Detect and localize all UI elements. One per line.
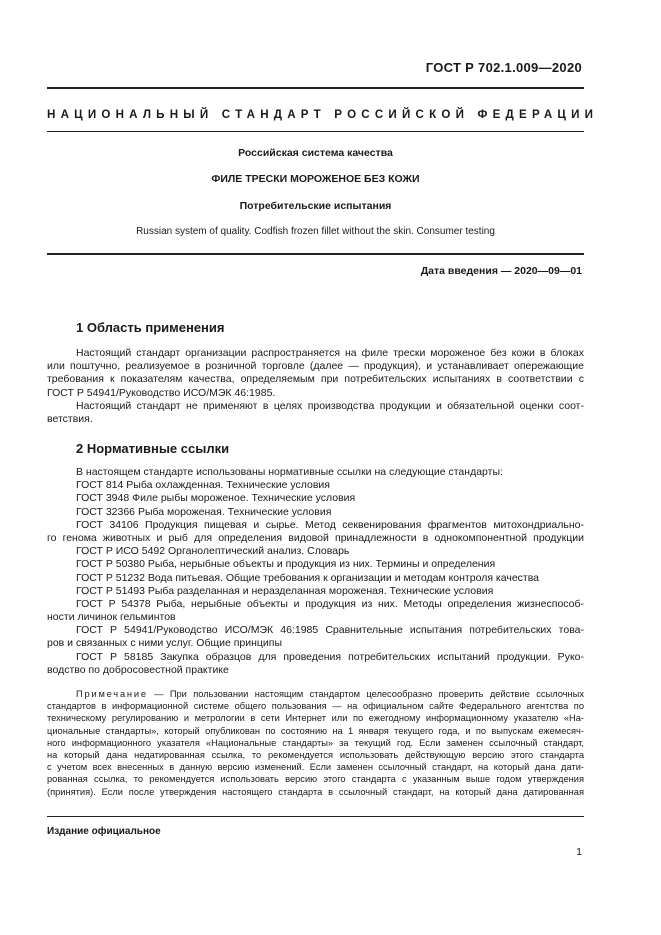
quality-system-title: Российская система качества	[238, 147, 393, 159]
product-title: ФИЛЕ ТРЕСКИ МОРОЖЕНОЕ БЕЗ КОЖИ	[211, 173, 420, 185]
paragraph-line: Настоящий стандарт организации распространяется на филе трески мороженое без кожи в блоках	[76, 347, 584, 359]
reference-line: ГОСТ 32366 Рыба мороженая. Технические условия	[76, 505, 332, 518]
note-line: циональные стандарты», который опубликован по состоянию на 1 января текущего года, и по выпускам ежемесяч-	[47, 725, 584, 736]
reference-line: водство по добросовестной практике	[47, 663, 229, 676]
note-line: техническому регулированию и метрологии в сети Интернет или по ежегодному информационному указателю «На-	[47, 713, 584, 724]
reference-line: ГОСТ Р 51493 Рыба разделанная и неразделанная мороженая. Технические условия	[76, 584, 494, 597]
intro-rule	[47, 253, 584, 255]
section-2-heading: 2 Нормативные ссылки	[76, 441, 230, 456]
section-1-heading: 1 Область применения	[76, 320, 225, 335]
paragraph-line: требования к показателям качества, определяемым при потребительских испытаниях в соответствии с	[47, 373, 584, 386]
reference-line: ГОСТ 34106 Продукция пищевая и сырье. Метод секвенирования фрагментов митохондриально-	[76, 518, 584, 531]
edition-label: Издание официальное	[47, 826, 161, 837]
reference-line: ГОСТ Р 50380 Рыба, нерыбные объекты и продукция из них. Термины и определения	[76, 558, 496, 571]
english-title: Russian system of quality. Codfish frozen fillet without the skin. Consumer testing	[136, 226, 495, 237]
reference-line: ГОСТ Р 54941/Руководство ИСО/МЭК 46:1985 Сравнительные испытания потребительских това-	[76, 624, 584, 637]
introduction-date: Дата введения — 2020—09—01	[420, 265, 582, 277]
page-number: 1	[576, 846, 582, 858]
paragraph-line: Настоящий стандарт не применяют в целях производства продукции и обязательной оценки соот-	[76, 399, 584, 412]
note-line: рованная ссылка, то рекомендуется использовать версию этого стандарта с указанным выше годом утверждения	[47, 774, 584, 785]
note-first-line-text: — При пользовании настоящим стандартом целесообразно проверить действие ссылочных	[147, 689, 584, 699]
note-line: на который дана недатированная ссылка, то рекомендуется использовать действующую версию этого стандарта	[47, 749, 584, 760]
section-1-text	[47, 347, 584, 426]
footer-rule	[47, 816, 584, 817]
note-line: (принятия). Если после утверждения настоящего стандарта в ссылочный стандарт, на который дана датированная	[47, 786, 584, 797]
title-rule	[47, 131, 584, 132]
note-line: с учетом всех внесенных в данную версию изменений. Если заменен ссылочный стандарт, на который дана дати-	[47, 762, 584, 773]
paragraph-line: ГОСТ Р 54941/Руководство ИСО/МЭК 46:1985.	[47, 386, 276, 399]
section-2-text	[47, 466, 584, 677]
testing-subtitle: Потребительские испытания	[239, 200, 392, 212]
reference-line: ГОСТ Р ИСО 5492 Органолептический анализ. Словарь	[76, 545, 350, 558]
header-rule	[47, 87, 584, 89]
reference-line: го генома животных и рыб для определения видовой принадлежности в однокомпонентной продукции	[47, 531, 584, 544]
reference-line: ров и связанных с ними услуг. Общие принципы	[47, 637, 283, 650]
note-block	[47, 688, 584, 798]
note-line: стандартов в информационной системе общего пользования — на официальном сайте Федерального агентства по	[47, 701, 584, 712]
paragraph-line: или поштучно, реализуемое в розничной торговле (далее — продукция), и устанавливает опережающие	[47, 360, 584, 373]
note-first-line	[47, 688, 584, 700]
note-label: Примечание	[76, 689, 148, 699]
note-line: ного информационного указателя «Национальные стандарты» за текущий год. Если заменен ссылочный стандарт,	[47, 737, 584, 748]
reference-line: ГОСТ Р 51232 Вода питьевая. Общие требования к организации и методам контроля качества	[76, 571, 540, 584]
reference-line: ГОСТ Р 58185 Закупка образцов для проведения потребительских испытаний продукции. Руко-	[76, 650, 584, 663]
reference-line: В настоящем стандарте использованы нормативные ссылки на следующие стандарты:	[76, 466, 503, 478]
reference-line: ГОСТ Р 54378 Рыба, нерыбные объекты и продукция из них. Методы определения жизнеспособ-	[76, 597, 584, 610]
document-number: ГОСТ Р 702.1.009—2020	[425, 60, 582, 75]
reference-line: ГОСТ 3948 Филе рыбы мороженое. Технические условия	[76, 492, 356, 505]
reference-line: ГОСТ 814 Рыба охлажденная. Технические условия	[76, 479, 330, 492]
reference-line: ности личинок гельминтов	[47, 611, 176, 624]
paragraph-line: ветствия.	[47, 412, 93, 425]
standard-title: НАЦИОНАЛЬНЫЙ СТАНДАРТ РОССИЙСКОЙ ФЕДЕРАЦИИ	[47, 108, 599, 121]
